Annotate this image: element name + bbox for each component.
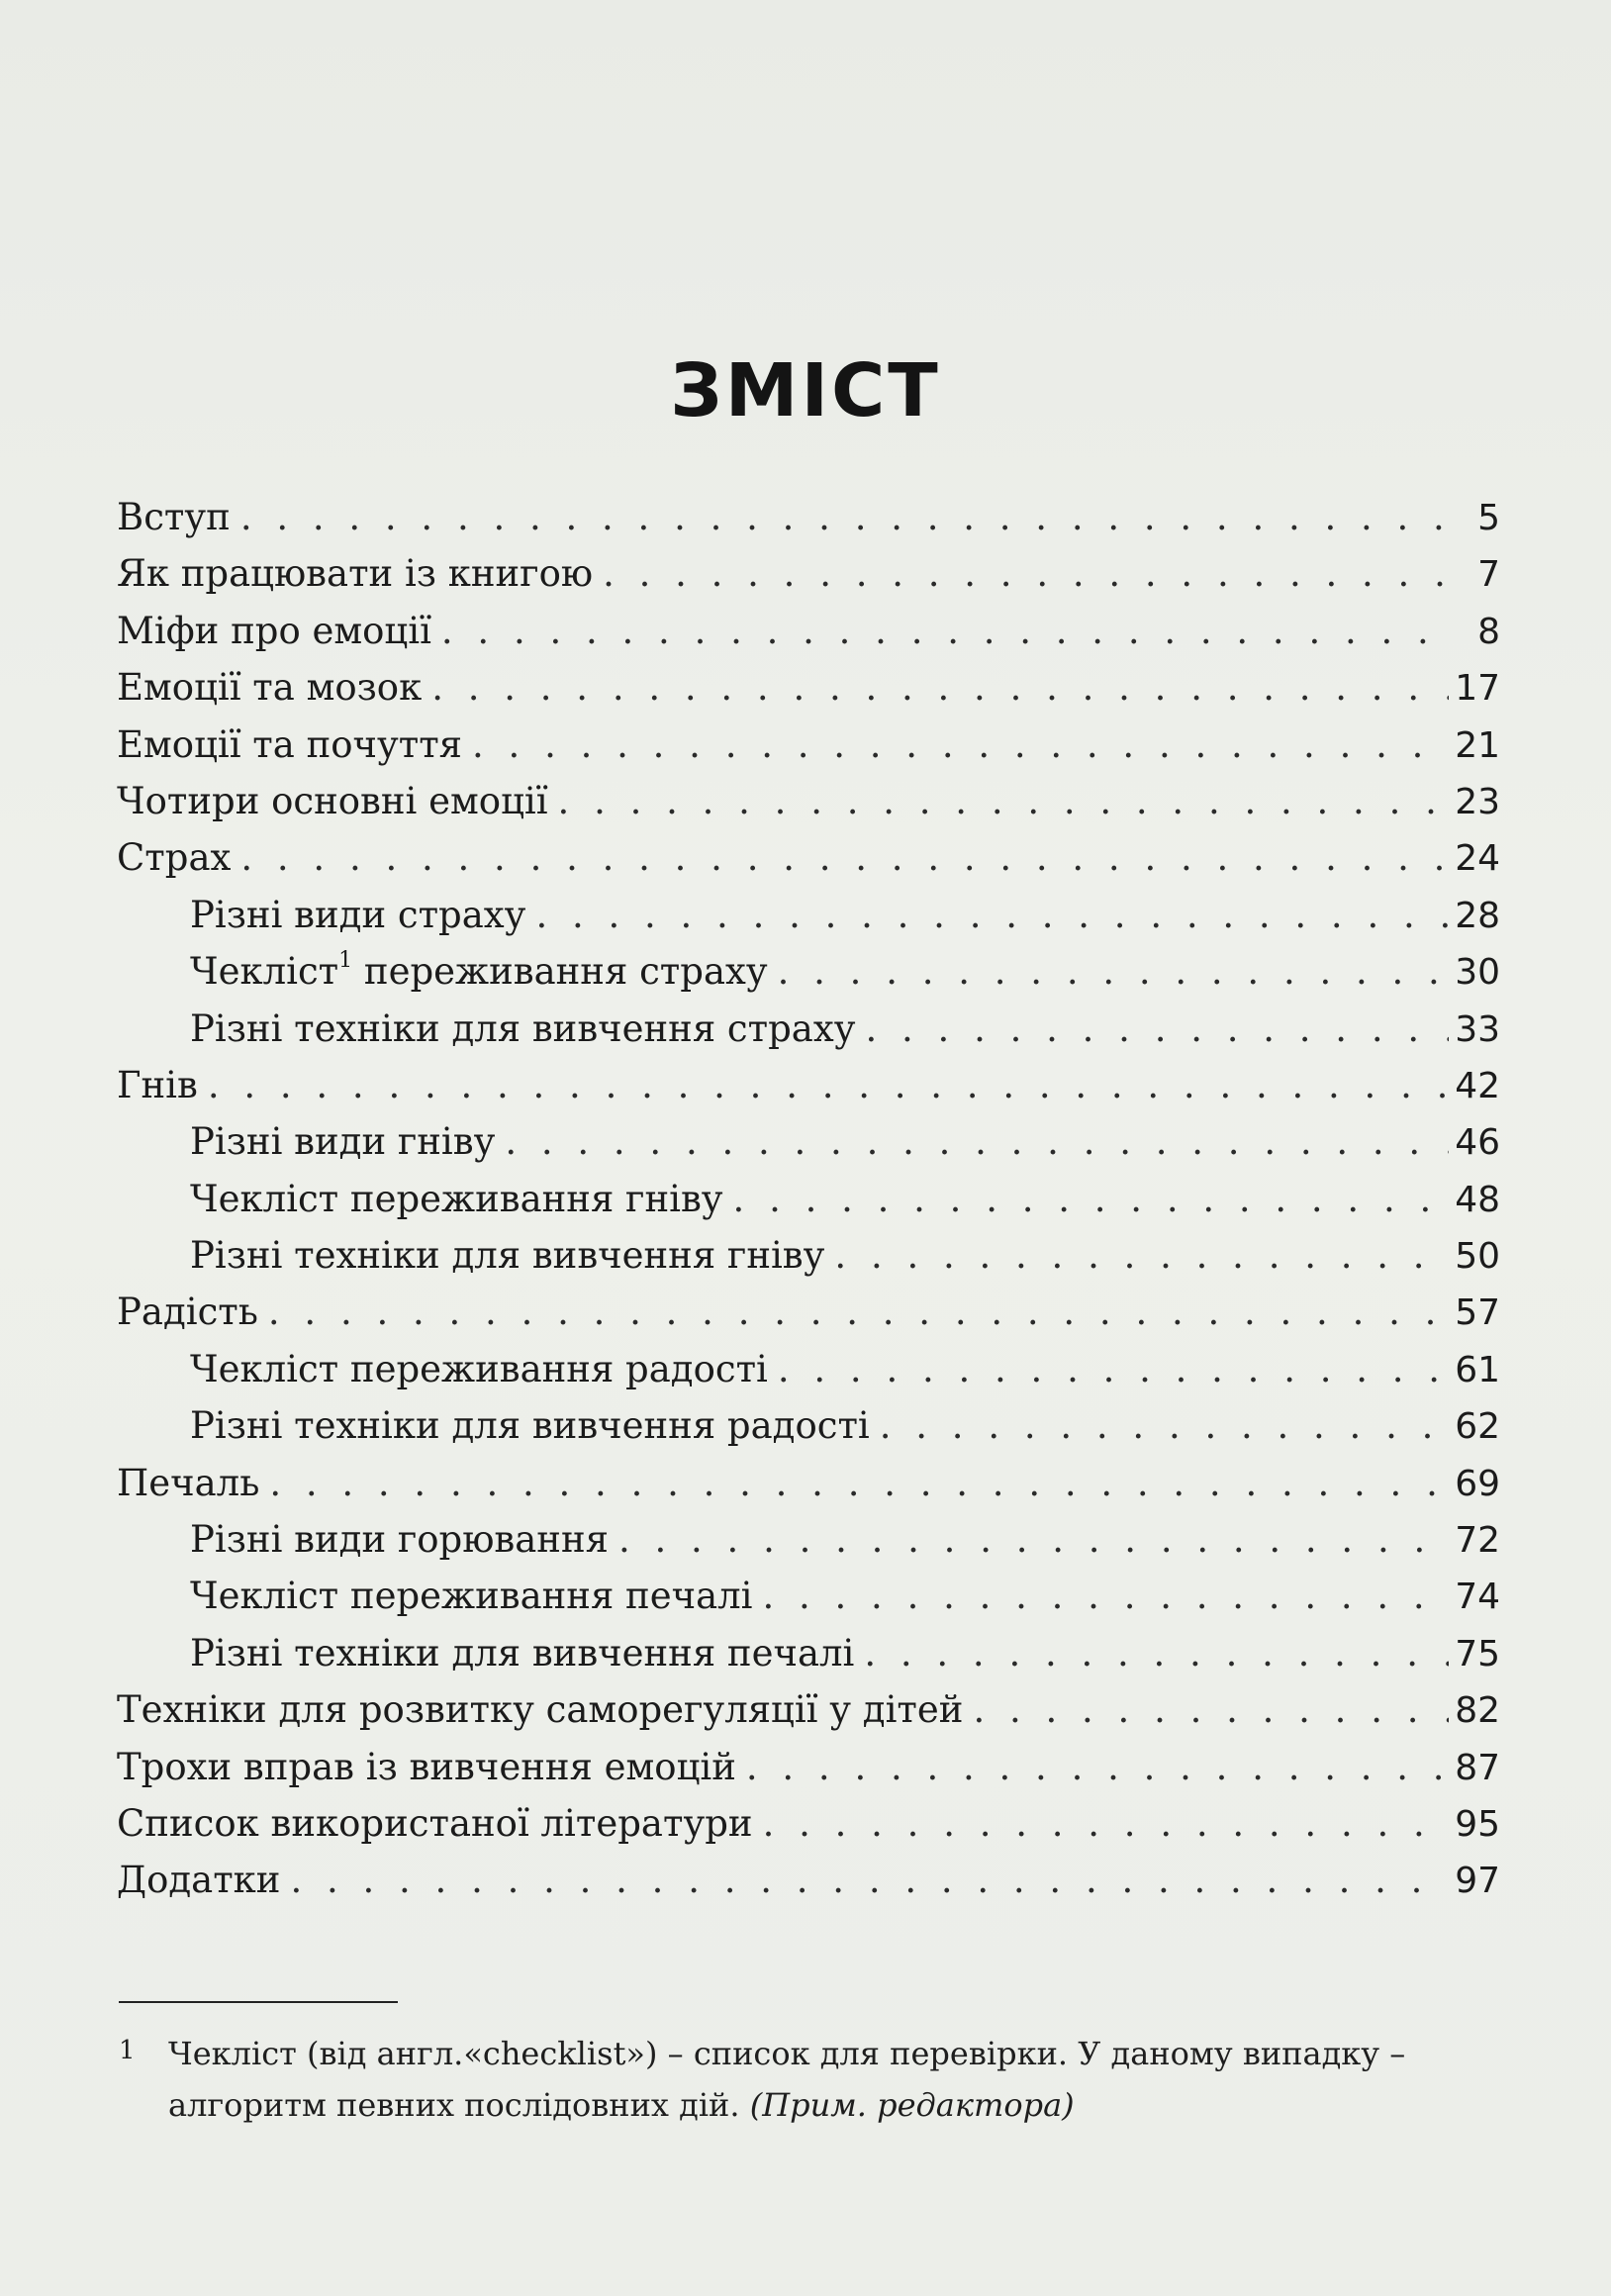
toc-page-number: 5 xyxy=(1477,498,1500,538)
dot-leader xyxy=(558,773,1450,829)
dot-leader xyxy=(618,1511,1449,1568)
toc-entry xyxy=(117,1284,1500,1340)
toc-page-number: 30 xyxy=(1455,952,1500,994)
dot-leader xyxy=(208,1057,1449,1113)
toc-entry-title xyxy=(117,1397,870,1454)
toc-entry-title xyxy=(117,1455,259,1511)
toc-entry-label: Додатки xyxy=(117,1859,281,1902)
footnote-editor-note: (Прим. редактора) xyxy=(749,2086,1075,2124)
toc-entry xyxy=(117,1625,1500,1681)
toc-entry-title xyxy=(117,887,525,943)
toc-entry-title xyxy=(117,1511,609,1568)
toc-entry xyxy=(117,773,1500,829)
toc-entry-label: Трохи вправ із вивчення емоцій xyxy=(117,1745,736,1788)
toc-entry xyxy=(117,943,1500,1000)
toc-entry-title xyxy=(117,489,231,545)
toc-entry-title xyxy=(117,829,231,886)
toc-entry xyxy=(117,1341,1500,1397)
toc-page-number: 82 xyxy=(1455,1690,1500,1732)
footnote-reference: 1 xyxy=(338,947,353,973)
toc-entry xyxy=(117,1795,1500,1852)
toc-entry xyxy=(117,1568,1500,1624)
toc-entry-label: Чекліст переживання гніву xyxy=(190,1177,723,1220)
toc-entry xyxy=(117,489,1500,545)
toc-entry-label: Радість xyxy=(117,1291,258,1334)
toc-page-number: 62 xyxy=(1455,1406,1500,1448)
toc-entry-title xyxy=(117,659,422,716)
toc-entry-label: Чекліст переживання печалі xyxy=(190,1575,753,1618)
toc-entry-title xyxy=(117,1795,753,1852)
toc-entry xyxy=(117,829,1500,886)
toc-page-number: 21 xyxy=(1455,724,1500,766)
toc-entry-title xyxy=(117,1001,856,1057)
toc-page-number: 7 xyxy=(1477,554,1500,596)
toc-page-number: 46 xyxy=(1455,1122,1500,1164)
toc-page-number: 95 xyxy=(1455,1803,1500,1845)
toc-entry-title xyxy=(117,603,431,659)
toc-page-number: 69 xyxy=(1455,1463,1500,1504)
toc-page-number: 50 xyxy=(1455,1236,1500,1278)
toc-page-number: 33 xyxy=(1455,1008,1500,1050)
dot-leader xyxy=(240,489,1455,545)
footnote xyxy=(119,2025,1504,2131)
dot-leader xyxy=(866,1001,1450,1057)
toc-entry xyxy=(117,717,1500,773)
dot-leader xyxy=(762,1568,1449,1624)
footnote-text-1: Чекліст (від англ.«checklist») – список для перевірки. У даному випадку – xyxy=(168,2035,1406,2072)
toc-entry xyxy=(117,1681,1500,1738)
dot-leader xyxy=(973,1681,1449,1738)
toc-entry xyxy=(117,887,1500,943)
toc-entry-label: Різні види горювання xyxy=(190,1518,609,1562)
dot-leader xyxy=(746,1739,1449,1795)
toc-entry-label: Техніки для розвитку саморегуляції у дітей xyxy=(117,1688,964,1732)
toc-entry-title xyxy=(117,1739,736,1795)
toc-entry xyxy=(117,1113,1500,1170)
toc-entry-label: Страх xyxy=(117,836,232,880)
toc-entry xyxy=(117,1739,1500,1795)
dot-leader xyxy=(880,1397,1449,1454)
toc-page-number: 61 xyxy=(1455,1349,1500,1390)
toc-entry xyxy=(117,1455,1500,1511)
toc-entry-label: Емоції та почуття xyxy=(117,722,463,766)
toc-page-number: 97 xyxy=(1455,1861,1500,1902)
toc-entry-title xyxy=(117,1113,495,1170)
toc-entry-label: Різні техніки для вивчення радості xyxy=(190,1404,870,1448)
toc-entry-label: Чекліст переживання радості xyxy=(190,1347,768,1390)
toc-entry-label-rest: переживання страху xyxy=(352,950,768,994)
toc-entry xyxy=(117,1511,1500,1568)
toc-entry xyxy=(117,1852,1500,1908)
toc-entry-title xyxy=(117,1171,723,1227)
toc-entry-label: Різні види гніву xyxy=(190,1120,496,1164)
toc-page-number: 24 xyxy=(1455,838,1500,880)
toc-entry-title xyxy=(117,1057,198,1113)
dot-leader xyxy=(864,1625,1449,1681)
toc-entry-label: Різні техніки для вивчення гніву xyxy=(190,1234,825,1278)
dot-leader xyxy=(472,717,1449,773)
toc-entry-title xyxy=(117,943,768,1000)
toc-page-number: 57 xyxy=(1455,1292,1500,1334)
toc-page-number: 72 xyxy=(1455,1520,1500,1562)
toc-page-number: 75 xyxy=(1455,1633,1500,1674)
toc-entry xyxy=(117,659,1500,716)
dot-leader xyxy=(733,1171,1450,1227)
toc-entry-title xyxy=(117,545,593,602)
toc-page-number: 17 xyxy=(1455,668,1500,710)
dot-leader xyxy=(505,1113,1449,1170)
toc-entry-title xyxy=(117,1227,824,1284)
toc-page-number: 74 xyxy=(1455,1577,1500,1618)
toc-entry-label: Міфи про емоції xyxy=(117,609,431,652)
toc-page-number: 23 xyxy=(1455,781,1500,822)
dot-leader xyxy=(441,603,1455,659)
footnote-divider xyxy=(119,2001,398,2003)
toc-page-number: 48 xyxy=(1455,1179,1500,1220)
toc-entry-label: Різні техніки для вивчення печалі xyxy=(190,1631,855,1674)
dot-leader xyxy=(431,659,1449,716)
dot-leader xyxy=(778,943,1450,1000)
dot-leader xyxy=(778,1341,1449,1397)
toc-entry-title xyxy=(117,717,462,773)
toc-entry-label: Різні види страху xyxy=(190,893,526,936)
toc-page-number: 42 xyxy=(1455,1065,1500,1106)
table-of-contents xyxy=(117,489,1500,1909)
toc-entry-title xyxy=(117,773,548,829)
toc-entry-title xyxy=(117,1568,752,1624)
toc-entry-label: Список використаної літератури xyxy=(117,1801,753,1845)
toc-entry xyxy=(117,1001,1500,1057)
toc-entry-label: Чотири основні емоції xyxy=(117,779,548,822)
toc-entry xyxy=(117,1227,1500,1284)
toc-page-number: 28 xyxy=(1455,895,1500,936)
toc-entry-title xyxy=(117,1284,258,1340)
toc-entry xyxy=(117,603,1500,659)
dot-leader xyxy=(535,887,1449,943)
toc-entry-title xyxy=(117,1341,768,1397)
toc-entry-label: Як працювати із книгою xyxy=(117,552,594,596)
toc-entry xyxy=(117,545,1500,602)
toc-entry xyxy=(117,1397,1500,1454)
dot-leader xyxy=(269,1455,1449,1511)
toc-entry-label: Емоції та мозок xyxy=(117,666,423,710)
toc-entry-title xyxy=(117,1625,854,1681)
toc-entry xyxy=(117,1057,1500,1113)
dot-leader xyxy=(834,1227,1449,1284)
toc-page-number: 8 xyxy=(1477,611,1500,652)
toc-page-number: 87 xyxy=(1455,1747,1500,1788)
footnote-line-2 xyxy=(119,2079,1504,2131)
toc-entry xyxy=(117,1171,1500,1227)
toc-entry-title xyxy=(117,1852,280,1908)
footnote-line-1 xyxy=(119,2025,1504,2079)
toc-entry-label: Різні техніки для вивчення страху xyxy=(190,1006,856,1050)
footnote-mark: 1 xyxy=(119,2036,136,2065)
dot-leader xyxy=(290,1852,1449,1908)
toc-entry-label: Вступ xyxy=(117,496,231,538)
toc-entry-label: Печаль xyxy=(117,1461,260,1504)
dot-leader xyxy=(268,1284,1449,1340)
dot-leader xyxy=(603,545,1455,602)
dot-leader xyxy=(240,829,1449,886)
page-title: ЗМІСТ xyxy=(670,348,941,433)
footnote-text-2: алгоритм певних послідовних дій. xyxy=(168,2086,750,2124)
toc-entry-label: Гнів xyxy=(117,1063,198,1106)
toc-entry-label: Чекліст xyxy=(190,950,339,994)
dot-leader xyxy=(763,1795,1450,1852)
toc-entry-title xyxy=(117,1681,963,1738)
